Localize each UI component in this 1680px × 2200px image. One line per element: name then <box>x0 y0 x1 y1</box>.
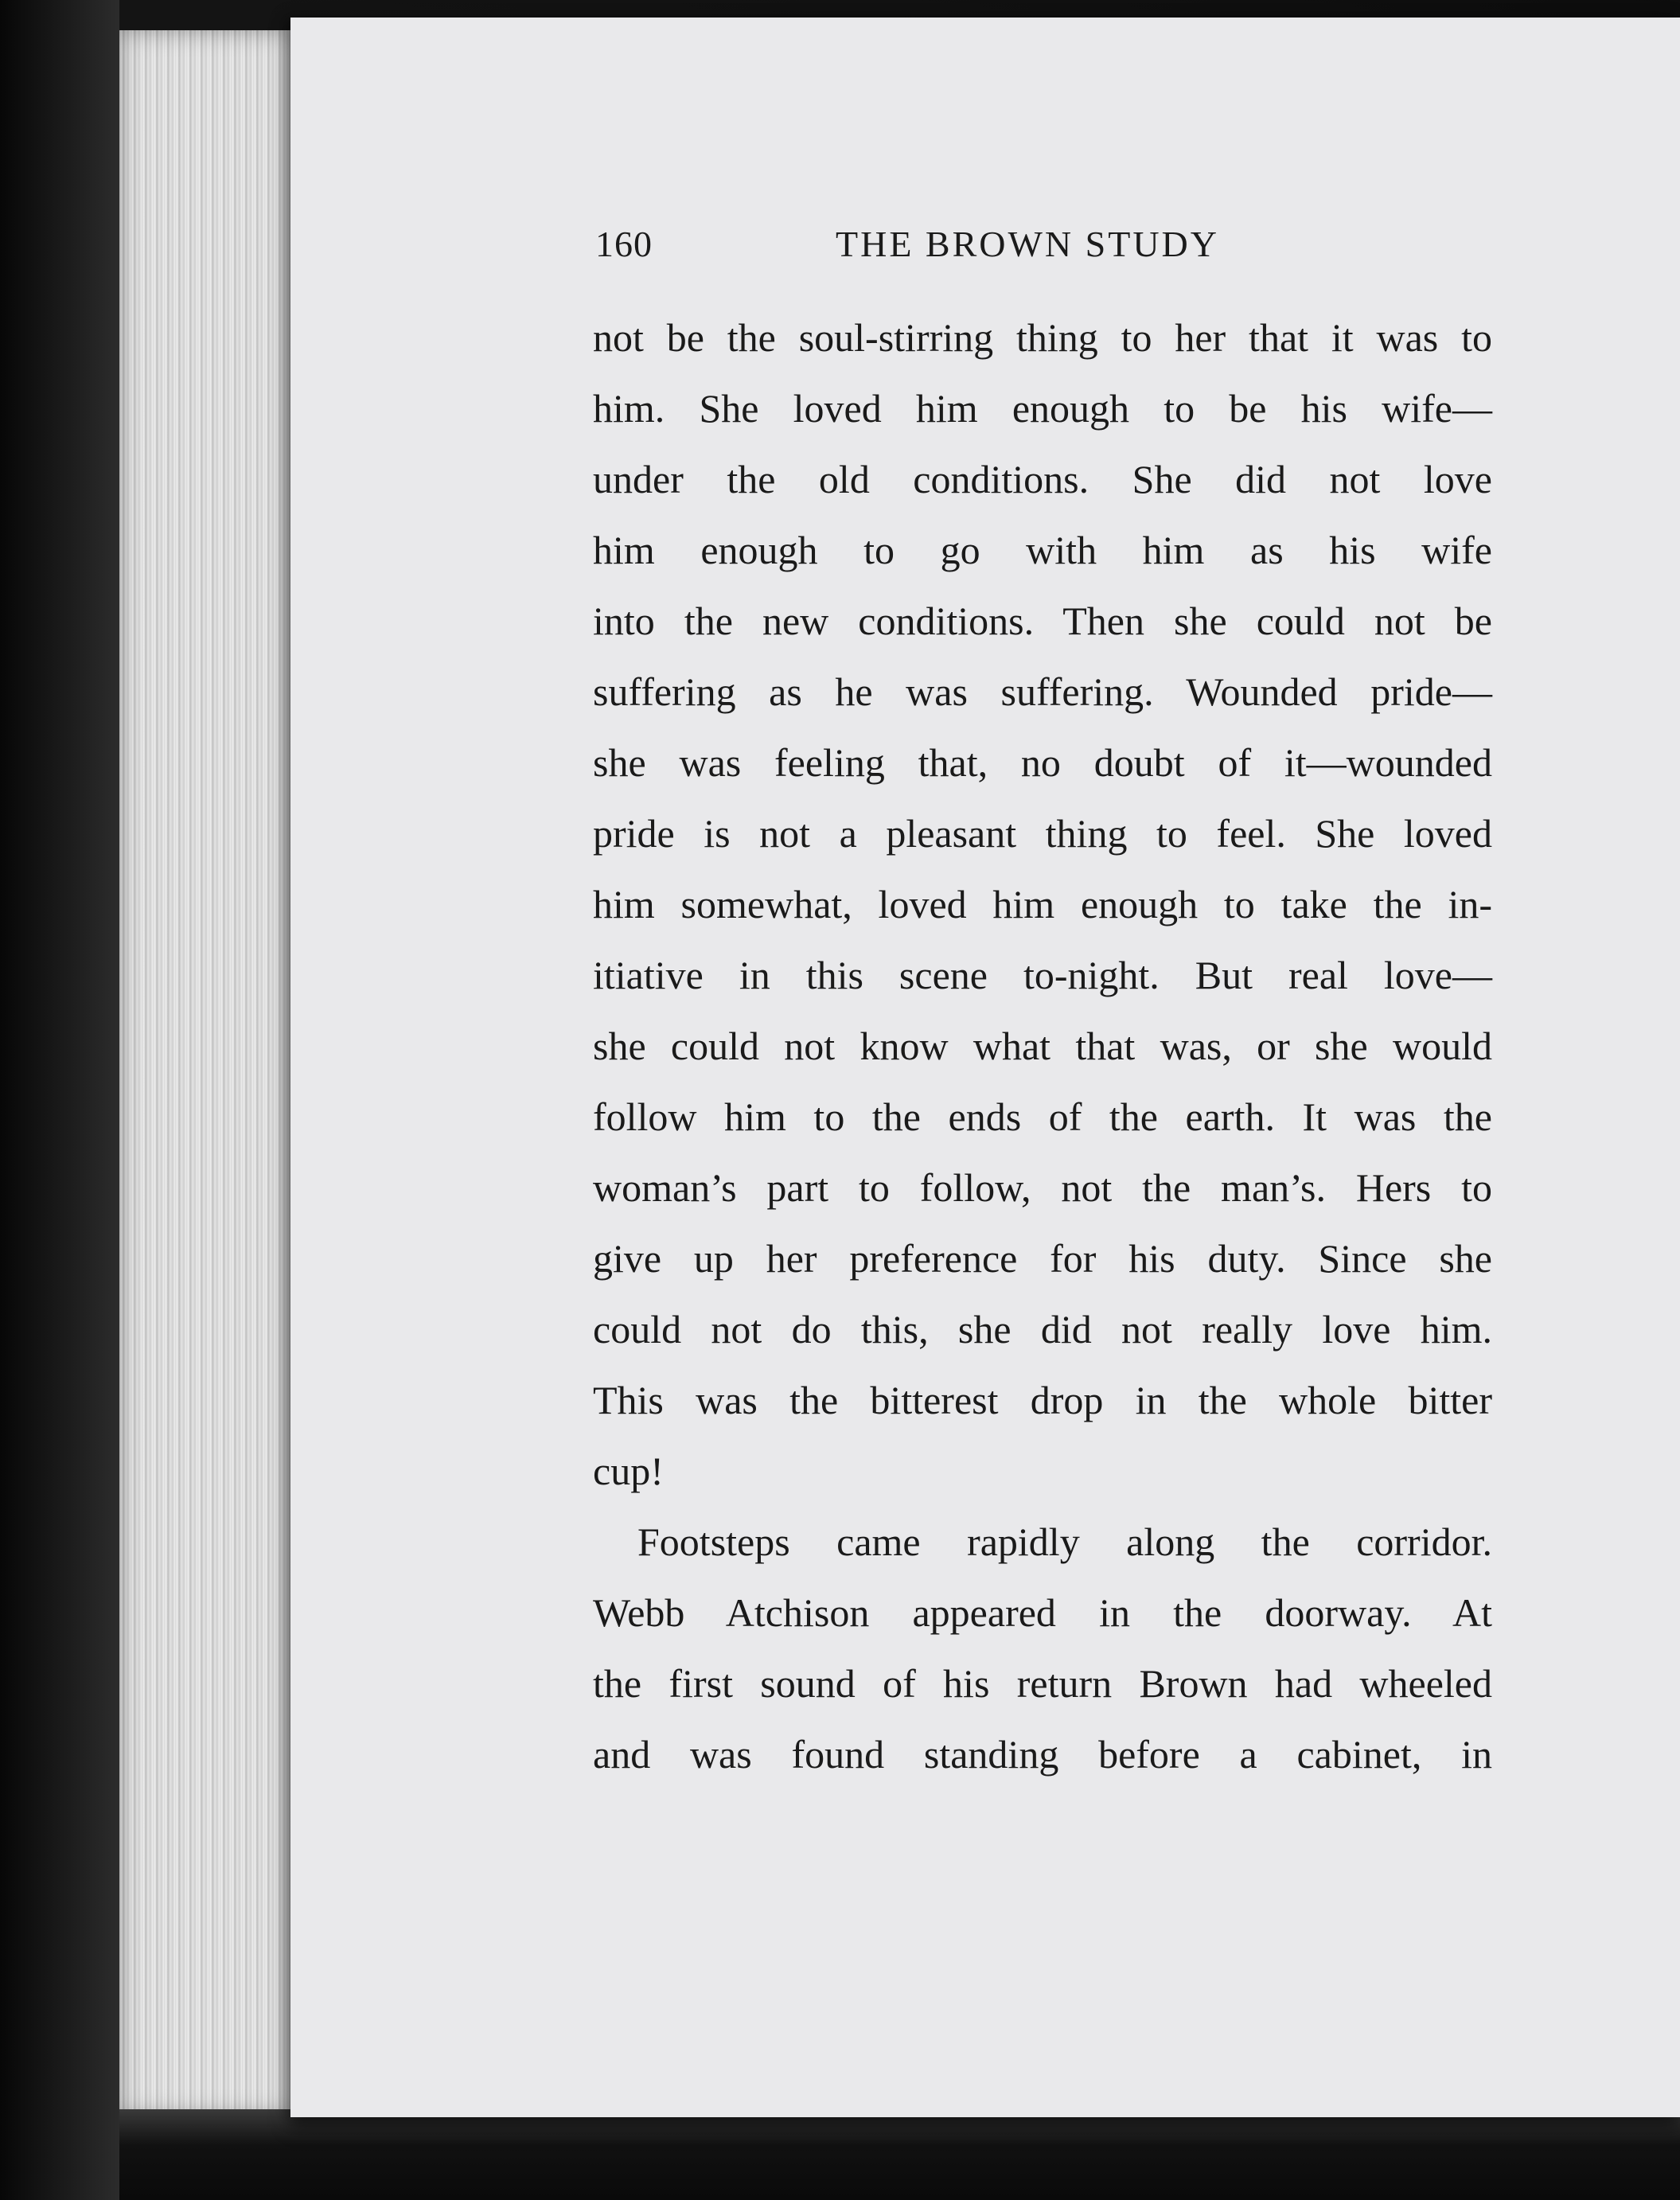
body-text <box>593 302 1492 1790</box>
text-line: could not do this, she did not really love him. <box>593 1307 1492 1352</box>
text-line: This was the bitterest drop in the whole bitter <box>593 1378 1492 1422</box>
book-binding-shadow <box>0 0 119 2200</box>
text-line: follow him to the ends of the earth. It was the <box>593 1094 1492 1139</box>
text-line: the first sound of his return Brown had wheeled <box>593 1661 1492 1706</box>
bottom-shadow <box>119 2109 1680 2200</box>
text-line: Webb Atchison appeared in the doorway. At <box>593 1590 1492 1635</box>
text-line: under the old conditions. She did not love <box>593 457 1492 501</box>
text-line: itiative in this scene to-night. But real love— <box>593 953 1492 997</box>
text-line: she was feeling that, no doubt of it—wounded <box>593 740 1492 785</box>
text-line: him enough to go with him as his wife <box>593 528 1492 572</box>
text-line: him. She loved him enough to be his wife— <box>593 386 1492 431</box>
running-head <box>595 223 1490 271</box>
running-title: THE BROWN STUDY <box>836 224 1219 264</box>
text-line: woman’s part to follow, not the man’s. Hers to <box>593 1165 1492 1210</box>
paragraph-start-line: Footsteps came rapidly along the corridor. <box>637 1519 1492 1564</box>
page-number: 160 <box>595 224 653 264</box>
text-line: and was found standing before a cabinet, in <box>593 1732 1492 1777</box>
text-line: him somewhat, loved him enough to take the in- <box>593 882 1492 926</box>
text-line: suffering as he was suffering. Wounded pride— <box>593 669 1492 714</box>
text-line: give up her preference for his duty. Since she <box>593 1236 1492 1281</box>
text-line: pride is not a pleasant thing to feel. She loved <box>593 811 1492 856</box>
text-line: she could not know what that was, or she would <box>593 1024 1492 1068</box>
text-line: not be the soul-stirring thing to her that it was to <box>593 315 1492 360</box>
page-edges <box>119 30 302 2116</box>
text-line: cup! <box>593 1449 664 1493</box>
text-line: into the new conditions. Then she could not be <box>593 599 1492 643</box>
